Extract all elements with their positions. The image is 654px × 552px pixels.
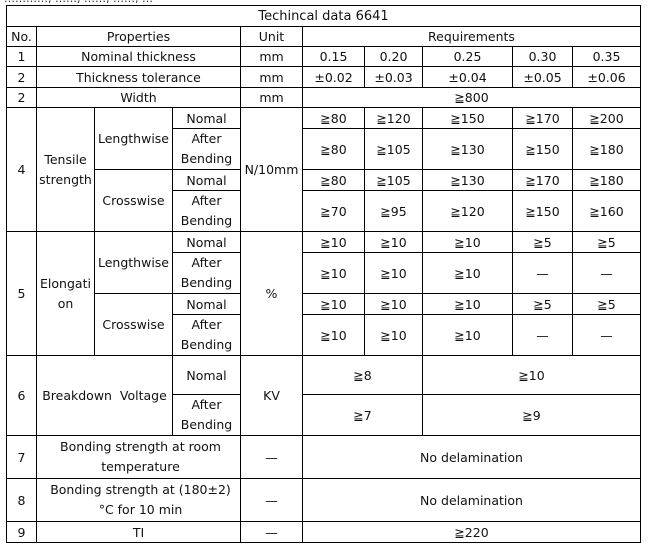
direction-label: Crosswise (95, 294, 173, 356)
value-cell: ≧170 (513, 108, 573, 129)
value-cell: ±0.05 (513, 67, 573, 88)
value-cell: ±0.04 (423, 67, 513, 88)
value-cell: ±0.06 (573, 67, 641, 88)
value-cell: ≧80 (303, 129, 365, 170)
table-title: Techincal data 6641 (7, 6, 641, 27)
property-label: Bonding strength at (180±2)°C for 10 min (37, 479, 241, 522)
value-cell: 0.20 (365, 47, 423, 67)
row-no: 6 (7, 356, 37, 436)
property-label: Elongati on (37, 232, 95, 356)
value-cell: ≧200 (573, 108, 641, 129)
value-cell: ≧150 (513, 129, 573, 170)
value-cell: ≧10 (365, 294, 423, 315)
value-cell: ≧80 (303, 170, 365, 191)
value-cell: 0.30 (513, 47, 573, 67)
value-cell: ≧10 (423, 253, 513, 294)
value-cell: No delamination (303, 479, 641, 522)
value-cell: ≧95 (365, 191, 423, 232)
value-cell: ≧130 (423, 170, 513, 191)
unit-cell: — (241, 522, 303, 543)
unit-cell: % (241, 232, 303, 356)
property-label: Breakdown Voltage (37, 356, 173, 436)
value-cell: ≧180 (573, 170, 641, 191)
row-no: 2 (7, 88, 37, 108)
row-no: 2 (7, 67, 37, 88)
value-cell: ≧10 (303, 253, 365, 294)
value-cell: ≧10 (303, 294, 365, 315)
value-cell: ≧180 (573, 129, 641, 170)
condition-label: After Bending (173, 395, 241, 436)
condition-label: After Bending (173, 315, 241, 356)
value-cell: ≧5 (573, 294, 641, 315)
condition-label: Nomal (173, 232, 241, 253)
value-cell: ≧10 (303, 315, 365, 356)
value-cell: ±0.03 (365, 67, 423, 88)
value-cell: ≧120 (365, 108, 423, 129)
value-cell: ≧120 (423, 191, 513, 232)
condition-label: Nomal (173, 170, 241, 191)
value-cell: ≧10 (365, 232, 423, 253)
property-label: Thickness tolerance (37, 67, 241, 88)
value-cell: ≧7 (303, 395, 423, 436)
unit-cell: KV (241, 356, 303, 436)
value-cell: — (573, 253, 641, 294)
value-cell: ≧130 (423, 129, 513, 170)
row-no: 1 (7, 47, 37, 67)
value-cell: No delamination (303, 436, 641, 479)
value-cell: ≧10 (423, 294, 513, 315)
header-unit: Unit (241, 27, 303, 47)
value-cell: ≧8 (303, 356, 423, 395)
property-label: Width (37, 88, 241, 108)
condition-label: After Bending (173, 253, 241, 294)
header-no: No. (7, 27, 37, 47)
condition-label: Nomal (173, 356, 241, 395)
property-label: Nominal thickness (37, 47, 241, 67)
value-cell: ≧170 (513, 170, 573, 191)
header-properties: Properties (37, 27, 241, 47)
property-label: Bonding strength at room temperature (37, 436, 241, 479)
condition-label: After Bending (173, 129, 241, 170)
value-cell: — (573, 315, 641, 356)
row-no: 5 (7, 232, 37, 356)
unit-cell: — (241, 479, 303, 522)
value-cell: ≧220 (303, 522, 641, 543)
row-no: 4 (7, 108, 37, 232)
value-cell: — (513, 253, 573, 294)
value-cell: 0.15 (303, 47, 365, 67)
value-cell: ≧70 (303, 191, 365, 232)
condition-label: After Bending (173, 191, 241, 232)
value-cell: ≧10 (423, 315, 513, 356)
unit-cell: mm (241, 47, 303, 67)
value-cell: ≧5 (573, 232, 641, 253)
value-cell: ≧10 (423, 356, 641, 395)
value-cell: ≧10 (303, 232, 365, 253)
value-cell: ≧10 (365, 315, 423, 356)
condition-label: Nomal (173, 294, 241, 315)
value-cell: ≧9 (423, 395, 641, 436)
value-cell: ±0.02 (303, 67, 365, 88)
technical-data-table (6, 5, 641, 543)
value-cell: ≧80 (303, 108, 365, 129)
value-cell: ≧10 (365, 253, 423, 294)
value-cell: ≧5 (513, 294, 573, 315)
unit-cell: — (241, 436, 303, 479)
unit-cell: mm (241, 67, 303, 88)
value-cell: ≧800 (303, 88, 641, 108)
row-no: 8 (7, 479, 37, 522)
value-cell: ≧105 (365, 170, 423, 191)
value-cell: ≧105 (365, 129, 423, 170)
unit-cell: mm (241, 88, 303, 108)
unit-cell: N/10mm (241, 108, 303, 232)
value-cell: 0.35 (573, 47, 641, 67)
value-cell: ≧10 (423, 232, 513, 253)
value-cell: ≧150 (423, 108, 513, 129)
header-requirements: Requirements (303, 27, 641, 47)
condition-label: Nomal (173, 108, 241, 129)
value-cell: ≧160 (573, 191, 641, 232)
row-no: 9 (7, 522, 37, 543)
property-label: TI (37, 522, 241, 543)
direction-label: Lengthwise (95, 232, 173, 294)
value-cell: 0.25 (423, 47, 513, 67)
row-no: 7 (7, 436, 37, 479)
value-cell: ≧150 (513, 191, 573, 232)
property-label: Tensile strength (37, 108, 95, 232)
direction-label: Lengthwise (95, 108, 173, 170)
value-cell: ≧5 (513, 232, 573, 253)
direction-label: Crosswise (95, 170, 173, 232)
value-cell: — (513, 315, 573, 356)
